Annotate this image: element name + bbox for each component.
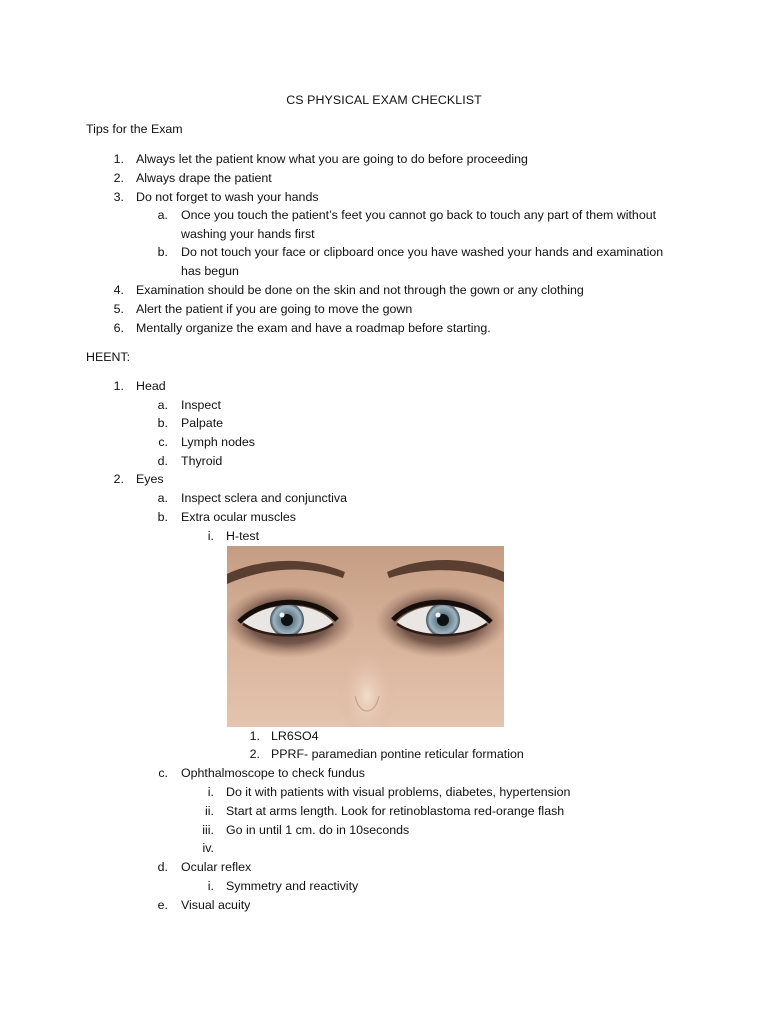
list-text: Examination should be done on the skin and not through the gown or any clothing	[136, 283, 584, 297]
list-marker: c.	[158, 766, 168, 780]
list-text: Once you touch the patient’s feet you cannot go back to touch any part of them without	[181, 208, 657, 222]
list-marker: b.	[157, 510, 168, 524]
list-text: Ocular reflex	[181, 860, 252, 874]
list-text: Visual acuity	[181, 898, 251, 912]
tips-heading: Tips for the Exam	[86, 122, 183, 136]
list-marker: 2.	[249, 747, 260, 761]
list-marker: iii.	[202, 823, 214, 837]
list-text: Inspect sclera and conjunctiva	[181, 491, 347, 505]
list-text: Mentally organize the exam and have a roadmap before starting.	[136, 321, 491, 335]
page-title: CS PHYSICAL EXAM CHECKLIST	[286, 93, 482, 107]
list-text: Start at arms length. Look for retinoblastoma red-orange flash	[226, 804, 565, 818]
list-marker: d.	[157, 860, 168, 874]
list-marker: 1.	[113, 379, 124, 393]
eyes-image	[227, 546, 504, 727]
list-marker: 5.	[113, 302, 124, 316]
list-marker: 4.	[113, 283, 124, 297]
heent-heading: HEENT:	[86, 350, 131, 364]
list-marker: 1.	[249, 729, 260, 743]
list-marker: 1.	[113, 152, 124, 166]
list-marker: a.	[157, 208, 168, 222]
list-marker: 6.	[113, 321, 124, 335]
list-text: Thyroid	[181, 454, 223, 468]
list-text: H-test	[226, 529, 260, 543]
list-text: Always drape the patient	[136, 171, 272, 185]
list-marker: iv.	[202, 841, 214, 855]
list-marker: c.	[158, 435, 168, 449]
list-marker: b.	[157, 416, 168, 430]
eyes-photo	[227, 546, 504, 727]
list-marker: 2.	[113, 171, 124, 185]
list-text: Go in until 1 cm. do in 10seconds	[226, 823, 410, 837]
list-marker: i.	[207, 879, 214, 893]
list-text: Do not touch your face or clipboard once you have washed your hands and examination	[181, 245, 664, 259]
list-marker: ii.	[205, 804, 214, 818]
list-text: Eyes	[136, 472, 164, 486]
list-text: Ophthalmoscope to check fundus	[181, 766, 365, 780]
list-marker: 3.	[113, 190, 124, 204]
list-marker: a.	[157, 398, 168, 412]
list-marker: i.	[207, 529, 214, 543]
list-text: PPRF- paramedian pontine reticular formation	[271, 747, 524, 761]
list-text: Head	[136, 379, 166, 393]
list-marker: 2.	[113, 472, 124, 486]
list-text: Inspect	[181, 398, 221, 412]
list-text: Extra ocular muscles	[181, 510, 296, 524]
list-text: Do it with patients with visual problems, diabetes, hypertension	[226, 785, 571, 799]
list-text: LR6SO4	[271, 729, 319, 743]
list-text: washing your hands first	[181, 227, 315, 241]
list-marker: d.	[157, 454, 168, 468]
list-marker: b.	[157, 245, 168, 259]
list-text: Palpate	[181, 416, 224, 430]
list-text: Always let the patient know what you are going to do before proceeding	[136, 152, 528, 166]
list-marker: e.	[157, 898, 168, 912]
list-text: has begun	[181, 264, 239, 278]
list-marker: i.	[207, 785, 214, 799]
list-marker: a.	[157, 491, 168, 505]
list-text: Do not forget to wash your hands	[136, 190, 319, 204]
list-text: Lymph nodes	[181, 435, 255, 449]
list-text: Symmetry and reactivity	[226, 879, 359, 893]
list-text: Alert the patient if you are going to move the gown	[136, 302, 413, 316]
